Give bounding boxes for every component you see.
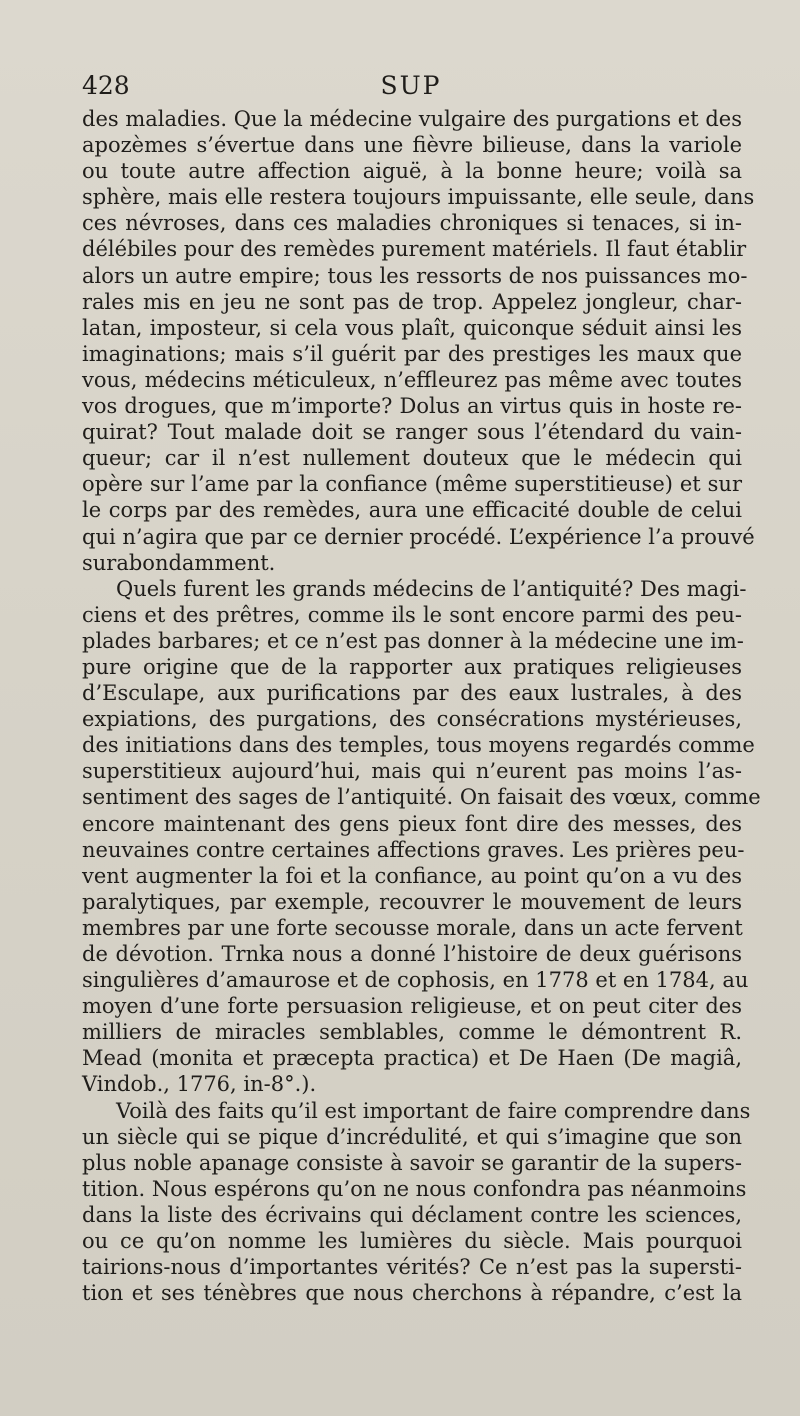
text-line: le corps par des remèdes, aura une efficacité double de celui [82,498,742,523]
page-header [82,68,740,104]
text-line: vent augmenter la foi et la confiance, au point qu’on a vu des [82,863,742,888]
text-line: moyen d’une forte persuasion religieuse, et on peut citer des [82,994,742,1019]
running-head: SUP [380,71,442,100]
text-line: sentiment des sages de l’antiquité. On faisait des vœux, comme [82,785,761,810]
text-line: Voilà des faits qu’il est important de faire comprendre dans [116,1098,751,1123]
text-line: pure origine que de la rapporter aux pratiques religieuses [82,654,742,679]
text-line: quirat? Tout malade doit se ranger sous l’étendard du vain- [82,420,742,445]
text-line: vos drogues, que m’importe? Dolus an virtus quis in hoste re- [82,394,742,419]
text-line: paralytiques, par exemple, recouvrer le mouvement de leurs [82,889,742,914]
text-line: neuvaines contre certaines affections graves. Les prières peu- [82,837,745,862]
text-line: expiations, des purgations, des consécrations mystérieuses, [82,707,742,732]
text-line: vous, médecins méticuleux, n’effleurez pas même avec toutes [82,367,742,392]
text-line: ou ce qu’on nomme les lumières du siècle. Mais pourquoi [82,1229,742,1254]
text-line: plus noble apanage consiste à savoir se garantir de la supers- [82,1150,742,1175]
paragraph-3 [82,1098,751,1307]
text-line: superstitieux aujourd’hui, mais qui n’eurent pas moins l’as- [82,759,742,784]
text-line: sphère, mais elle restera toujours impuissante, elle seule, dans [82,185,755,210]
text-line: milliers de miracles semblables, comme le démontrent R. [82,1020,742,1045]
text-line: délébiles pour des remèdes purement matériels. Il faut établir [82,237,747,262]
text-line: ou toute autre affection aiguë, à la bonne heure; voilà sa [82,159,742,184]
text-line: Vindob., 1776, in-8°.). [82,1072,317,1097]
text-line: alors un autre empire; tous les ressorts de nos puissances mo- [82,263,748,288]
text-line: plades barbares; et ce n’est pas donner à la médecine une im- [82,628,744,653]
text-line: apozèmes s’évertue dans une fièvre bilieuse, dans la variole [82,133,742,158]
text-line: rales mis en jeu ne sont pas de trop. Appelez jongleur, char- [82,289,742,314]
text-line: singulières d’amaurose et de cophosis, en 1778 et en 1784, au [82,968,749,993]
text-line: membres par une forte secousse morale, dans un acte fervent [82,915,743,940]
text-line: tition. Nous espérons qu’on ne nous confondra pas néanmoins [82,1176,747,1201]
text-line: surabondamment. [82,550,276,575]
text-line: un siècle qui se pique d’incrédulité, et qui s’imagine que son [82,1124,742,1149]
text-line: ciens et des prêtres, comme ils le sont encore parmi des peu- [82,602,742,627]
text-line: opère sur l’ame par la confiance (même superstitieuse) et sur [82,472,742,497]
text-line: tairions-nous d’importantes vérités? Ce n’est pas la supersti- [82,1255,742,1280]
text-line: Mead (monita et præcepta practica) et De Haen (De magiâ, [82,1046,742,1071]
text-line: latan, imposteur, si cela vous plaît, quiconque séduit ainsi les [82,315,742,340]
text-line: Quels furent les grands médecins de l’antiquité? Des magi- [116,576,747,601]
paragraph-1 [82,106,755,576]
text-line: des initiations dans des temples, tous moyens regardés comme [82,733,755,758]
text-line: queur; car il n’est nullement douteux que le médecin qui [82,446,742,471]
text-line: imaginations; mais s’il guérit par des prestiges les maux que [82,341,742,366]
text-line: encore maintenant des gens pieux font dire des messes, des [82,811,742,836]
body-text [82,106,761,1306]
text-line: des maladies. Que la médecine vulgaire des purgations et des [82,107,742,131]
paragraph-2 [82,576,761,1098]
text-line: d’Esculape, aux purifications par des eaux lustrales, à des [82,681,742,706]
page-number: 428 [82,71,130,100]
text-line: ces névroses, dans ces maladies chroniques si tenaces, si in- [82,211,742,236]
text-line: tion et ses ténèbres que nous cherchons à répandre, c’est la [82,1281,742,1306]
text-line: de dévotion. Trnka nous a donné l’histoire de deux guérisons [82,942,742,966]
text-line: dans la liste des écrivains qui déclament contre les sciences, [82,1202,742,1227]
text-line: qui n’agira que par ce dernier procédé. L’expérience l’a prouvé [82,524,755,549]
